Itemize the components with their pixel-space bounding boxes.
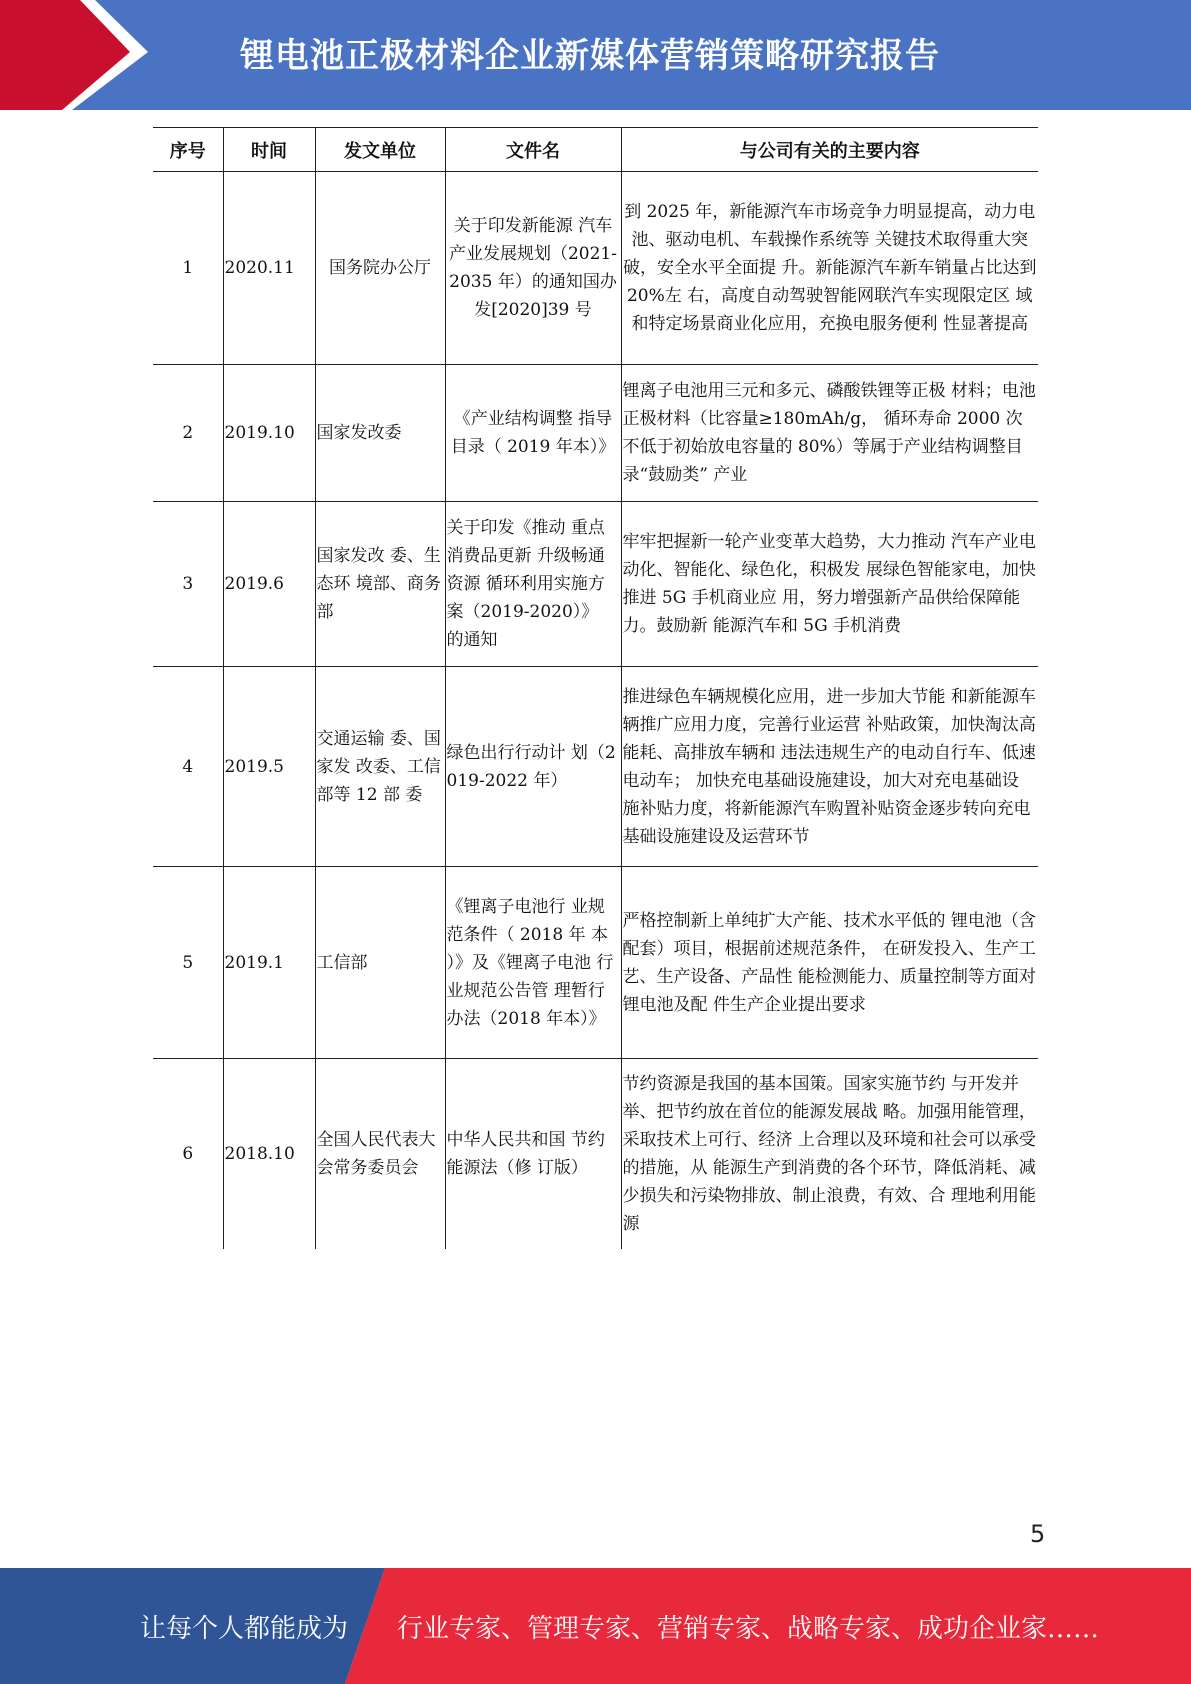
- header-document: 文件名: [445, 128, 621, 172]
- row-content: 严格控制新上单纯扩大产能、技术水平低的 锂电池（含配套）项目，根据前述规范条件， 在研发投入、生产工艺、生产设备、产品性 能检测能力、质量控制等方面对锂电池及配 件生产企业提出要求: [621, 867, 1038, 1059]
- table-row: [153, 867, 1038, 1059]
- header-no: 序号: [153, 128, 223, 172]
- row-issuer: 全国人民代表大会常务委员会: [315, 1059, 445, 1249]
- footer-slogan-right: 行业专家、管理专家、营销专家、战略专家、成功企业家……: [397, 1614, 1100, 1644]
- row-content: 到 2025 年，新能源汽车市场竞争力明显提高，动力电池、驱动电机、车载操作系统等 关键技术取得重大突破，安全水平全面提 升。新能源汽车新车销量占比达到 20%左 右，高度自动驾驶智能网联汽车实现限定区 域和特定场景商业化应用，充换电服务便利 性显著提高: [621, 172, 1038, 365]
- policy-table: [153, 127, 1038, 1249]
- header-issuer: 发文单位: [315, 128, 445, 172]
- header-content: 与公司有关的主要内容: [621, 128, 1038, 172]
- row-document: 绿色出行行动计 划（2019-2022 年）: [445, 667, 621, 867]
- report-title: 锂电池正极材料企业新媒体营销策略研究报告: [240, 36, 940, 76]
- row-content: 推进绿色车辆规模化应用，进一步加大节能 和新能源车辆推广应用力度，完善行业运营 补贴政策，加快淘汰高能耗、高排放车辆和 违法违规生产的电动自行车、低速电动车； 加快充电基础设施建设，加大对充电基础设 施补贴力度，将新能源汽车购置补贴资金逐步转向充电基础设施建设及运营环节: [621, 667, 1038, 867]
- row-number: 6: [182, 1143, 194, 1164]
- row-number: 1: [153, 172, 223, 365]
- row-content: 锂离子电池用三元和多元、磷酸铁锂等正极 材料；电池正极材料（比容量≥180mAh/g， 循环寿命 2000 次不低于初始放电容量的 80%）等属于产业结构调整目录“鼓励类” 产业: [621, 365, 1038, 502]
- row-document: 《产业结构调整 指导目录（ 2019 年本）》: [445, 365, 621, 502]
- table-row: [153, 365, 1038, 502]
- header-banner: [0, 0, 1191, 110]
- row-date: 2019.6: [223, 502, 315, 667]
- row-document: 关于印发新能源 汽车产业发展规划（2021-2035 年）的通知国办 发[2020]39 号: [445, 172, 621, 365]
- row-date: 2020.11: [223, 172, 315, 365]
- table-row: [153, 502, 1038, 667]
- row-date: 2019.10: [223, 365, 315, 502]
- row-issuer: 交通运输 委、国家发 改委、工信 部等 12 部 委: [315, 667, 445, 867]
- row-document: 中华人民共和国 节约能源法（修 订版）: [445, 1059, 621, 1249]
- row-number: 2: [153, 365, 223, 502]
- row-issuer: 国务院办公厅: [315, 172, 445, 365]
- table-header-row: [153, 128, 1038, 172]
- row-number: 3: [153, 502, 223, 667]
- row-number: 5: [153, 867, 223, 1059]
- row-date: 2018.10: [223, 1059, 315, 1249]
- footer-slogan-left: 让每个人都能成为: [140, 1614, 349, 1644]
- table-row: [153, 172, 1038, 365]
- row-date: 2019.1: [223, 867, 315, 1059]
- row-issuer: 国家发改 委、生态环 境部、商务 部: [315, 502, 445, 667]
- header-arrow-decoration: [0, 0, 150, 110]
- table-row: [153, 667, 1038, 867]
- row-date: 2019.5: [223, 667, 315, 867]
- row-document: 《锂离子电池行 业规范条件（ 2018 年 本 ）》及《锂离子电池 行业规范公告管 理暂行办法（2018 年本）》: [445, 867, 621, 1059]
- page-number: 5: [1030, 1520, 1046, 1548]
- footer-banner: [0, 1568, 1191, 1684]
- row-number: 4: [153, 667, 223, 867]
- row-document: 关于印发《推动 重点消费品更新 升级畅通资源 循环利用实施方 案（2019-2020）》 的通知: [445, 502, 621, 667]
- table-row: [153, 1059, 1038, 1249]
- row-content: 节约资源是我国的基本国策。国家实施节约 与开发并举、把节约放在首位的能源发展战 略。加强用能管理，采取技术上可行、经济 上合理以及环境和社会可以承受的措施，从 能源生产到消费的各个环节，降低消耗、减 少损失和污染物排放、制止浪费，有效、合 理地利用能源: [621, 1059, 1038, 1249]
- row-issuer: 国家发改委: [315, 365, 445, 502]
- row-content: 牢牢把握新一轮产业变革大趋势，大力推动 汽车产业电动化、智能化、绿色化，积极发 展绿色智能家电，加快推进 5G 手机商业应 用，努力增强新产品供给保障能力。鼓励新 能源汽车和 5G 手机消费: [621, 502, 1038, 667]
- row-issuer: 工信部: [315, 867, 445, 1059]
- header-date: 时间: [223, 128, 315, 172]
